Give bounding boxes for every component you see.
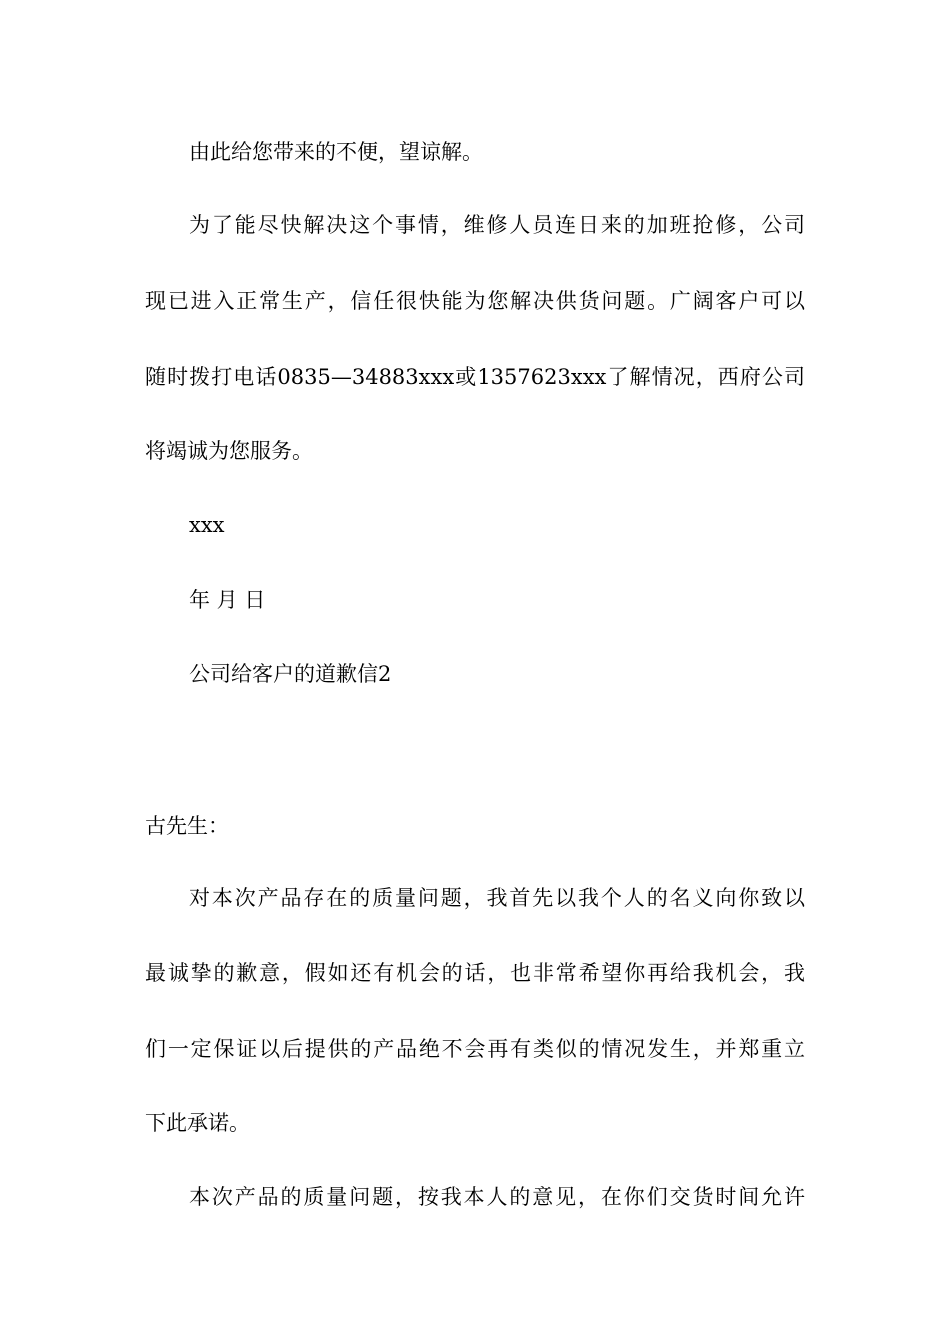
- paragraph-line: 现已进入正常生产，信任很快能为您解决供货问题。广阔客户可以: [145, 289, 805, 313]
- section-heading: 公司给客户的道歉信2: [189, 662, 392, 686]
- paragraph-line: 对本次产品存在的质量问题，我首先以我个人的名义向你致以: [189, 886, 805, 910]
- paragraph-line: 本次产品的质量问题，按我本人的意见，在你们交货时间允许: [189, 1185, 805, 1209]
- paragraph-line: 最诚挚的歉意，假如还有机会的话，也非常希望你再给我机会，我: [145, 961, 805, 985]
- paragraph-line: 随时拨打电话0835—34883xxx或1357623xxx了解情况，西府公司: [145, 365, 805, 389]
- signature-name: xxx: [189, 513, 225, 537]
- paragraph-line: 为了能尽快解决这个事情，维修人员连日来的加班抢修，公司: [189, 213, 805, 237]
- signature-date: 年 月 日: [189, 588, 266, 612]
- salutation: 古先生：: [145, 814, 229, 838]
- paragraph-line: 下此承诺。: [145, 1111, 250, 1135]
- paragraph-line: 们一定保证以后提供的产品绝不会再有类似的情况发生，并郑重立: [145, 1037, 805, 1061]
- paragraph-line: 将竭诚为您服务。: [145, 439, 313, 463]
- paragraph-line: 由此给您带来的不便，望谅解。: [189, 140, 483, 164]
